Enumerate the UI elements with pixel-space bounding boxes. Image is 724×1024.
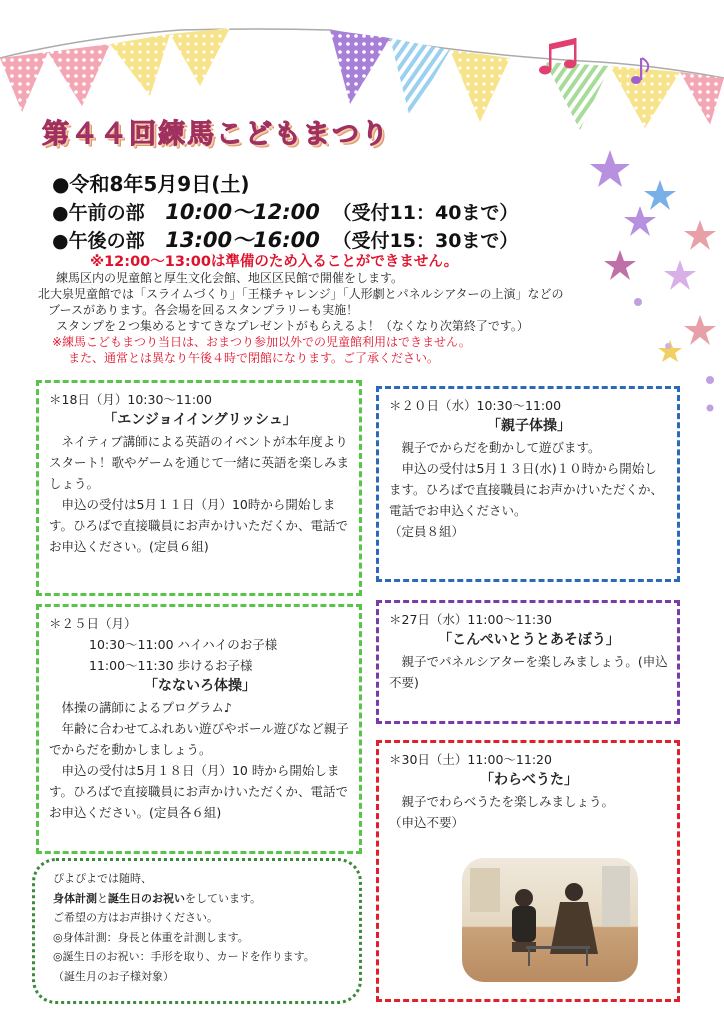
warning-notice: ※12:00～13:00は準備のため入ることができません。 (90, 254, 459, 270)
afternoon-reception: （受付15：30まで） (332, 230, 519, 252)
event-desc: 親子でパネルシアターを楽しみましょう。(申込不要) (389, 654, 668, 690)
event-desc: 親子でからだを動かして遊びます。 (401, 440, 601, 455)
morning-time: 10:00～12:00 (165, 200, 320, 224)
event-box-20 (376, 386, 680, 582)
piyo-line: ◎身体計測：身長と体重を計測します。 (53, 930, 249, 944)
event-desc: （定員８組） (389, 524, 465, 539)
piyo-text: をしています。 (185, 891, 262, 905)
event-desc: （申込不要） (389, 815, 465, 830)
event-desc: 体操の講師によるプログラム♪ (61, 700, 232, 715)
event-date-27: ＊27日（水）11:00～11:30 (389, 612, 552, 627)
event-desc: 申込の受付は5月１１日（月）10時から開始します。ひろばで直接職員にお声かけいただくか、電話でお申込ください。(定員６組) (49, 497, 349, 554)
piyo-line (53, 889, 347, 909)
event-title-25: 「なないろ体操」 (144, 678, 256, 694)
afternoon-time: 13:00～16:00 (165, 228, 320, 252)
afternoon-label: ●午後の部 (52, 230, 145, 252)
intro-line: スタンプを２つ集めるとすてきなプレゼントがもらえるよ！（なくなり次第終了です。） (56, 319, 529, 333)
morning-session (52, 196, 518, 226)
event-date-30: ＊30日（土）11:00～11:20 (389, 752, 552, 767)
piyo-line: ご希望の方はお声掛けください。 (53, 911, 218, 924)
event-desc: 年齢に合わせてふれあい遊びやボール遊びなど親子でからだを動かしましょう。 (49, 721, 349, 757)
event-title-30: 「わらべうた」 (480, 772, 578, 788)
morning-reception: （受付11：40まで） (332, 202, 519, 224)
event-desc: 親子でわらべうたを楽しみましょう。 (401, 794, 615, 809)
piyo-line: ぴよぴよでは随時、 (53, 872, 152, 885)
event-desc: 申込の受付は5月１３日(水)１０時から開始します。ひろばで直接職員にお声かけいただくか、電話でお申込ください。 (389, 461, 664, 518)
page-title: 第４４回練馬こどもまつり (42, 119, 390, 150)
intro-line: 北大泉児童館では「スライムづくり」「王様チャレンジ」「人形劇とパネルシアターの上演」などの (38, 287, 564, 301)
event-title-27: 「こんぺいとうとあそぼう」 (438, 632, 620, 648)
intro-line: ブースがあります。各会場を回るスタンプラリーも実施！ (48, 303, 359, 317)
event-desc: 申込の受付は5月１８日（月）10 時から開始します。ひろばで直接職員にお声かけいただくか、電話でお申込ください。(定員各６組) (49, 763, 349, 820)
intro-text (38, 270, 678, 366)
event-date-20: ＊２０日（水）10:30～11:00 (389, 398, 562, 413)
event-title-20: 「親子体操」 (487, 418, 571, 434)
event-date-18: ＊18日（月）10:30～11:00 (49, 392, 212, 407)
bunting-decoration (0, 0, 724, 130)
event-date: ●令和8年5月9日(土) (52, 172, 250, 196)
event-desc: ネイティブ講師による英語のイベントが本年度よりスタート！歌やゲームを通じて一緒に英語を楽しみましょう。 (49, 434, 350, 491)
event-slot: 11:00～11:30 歩けるお子様 (89, 658, 253, 673)
piyo-line: ◎誕生日のお祝い：手形を取り、カードを作ります。 (53, 950, 315, 963)
photo-illustration (462, 858, 638, 982)
event-box-18 (36, 380, 362, 596)
piyo-bold: 身体計測 (53, 891, 97, 905)
piyo-line: （誕生月のお子様対象） (53, 969, 174, 983)
intro-line: 練馬区内の児童館と厚生文化会館、地区区民館で開催をします。 (56, 271, 404, 285)
event-photo (462, 858, 638, 982)
morning-label: ●午前の部 (52, 202, 145, 224)
event-slot: 10:30～11:00 ハイハイのお子様 (89, 637, 278, 652)
intro-note: ※練馬こどもまつり当日は、おまつり参加以外での児童館利用はできません。 (52, 335, 471, 349)
event-box-27 (376, 600, 680, 724)
event-box-25 (36, 604, 362, 854)
piyo-text: と (97, 891, 108, 905)
event-title-18: 「エンジョイイングリッシュ」 (103, 412, 297, 428)
piyo-bold: 誕生日のお祝い (108, 891, 185, 905)
event-date-25: ＊２５日（月） (49, 616, 137, 631)
piyopiyo-box (32, 858, 362, 1004)
intro-note: また、通常とは異なり午後４時で閉館になります。ご了承ください。 (68, 351, 440, 365)
